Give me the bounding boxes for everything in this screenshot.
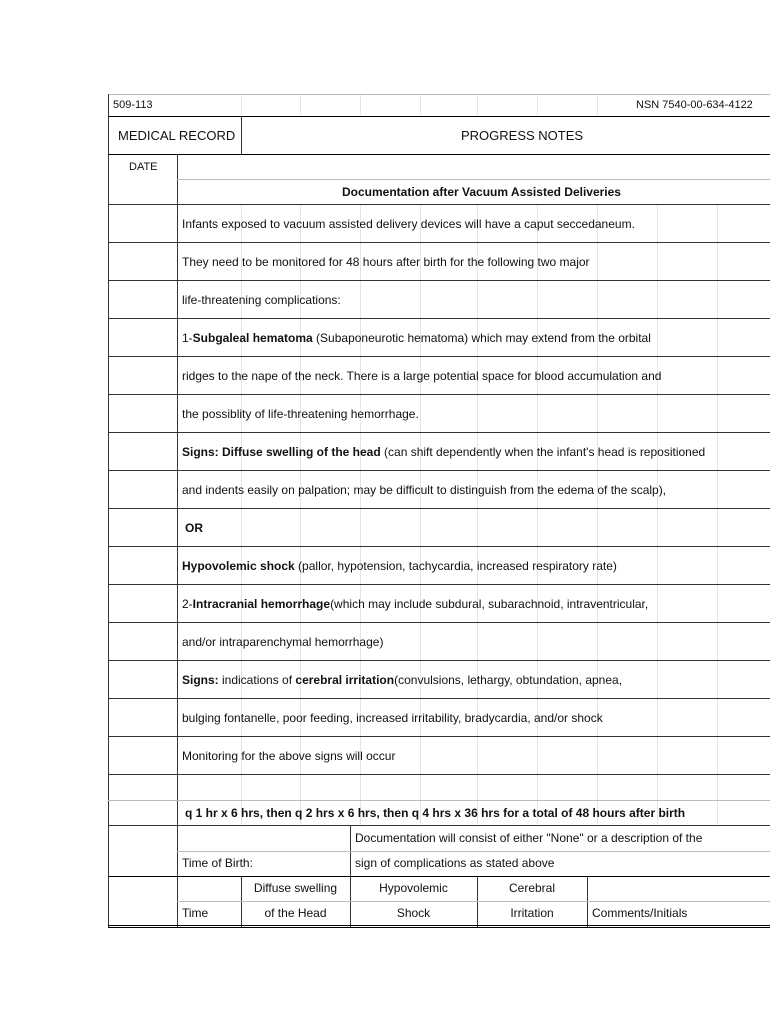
medical-record-label: MEDICAL RECORD — [118, 128, 236, 143]
documentation-note-1: Documentation will consist of either "None" or a description of the — [355, 831, 703, 845]
note-line-5: ridges to the nape of the neck. There is a large potential space for blood accumulation and — [182, 369, 662, 383]
col-hypo-line1: Hypovolemic — [379, 881, 448, 895]
note-line-6: the possiblity of life-threatening hemorrhage. — [182, 407, 419, 421]
note-line-10: Hypovolemic shock (pallor, hypotension, tachycardia, increased respiratory rate) — [182, 559, 617, 573]
note-line-or: OR — [185, 521, 203, 535]
form-number: 509-113 — [113, 99, 153, 111]
col-diffuse-line2: of the Head — [264, 906, 327, 920]
col-time: Time — [182, 906, 209, 920]
note-line-13: Signs: indications of cerebral irritation(convulsions, lethargy, obtundation, apnea, — [182, 673, 623, 687]
note-line-4: 1-Subgaleal hematoma (Subaponeurotic hematoma) which may extend from the orbital — [182, 331, 651, 345]
documentation-note-2: sign of complications as stated above — [355, 856, 555, 870]
note-line-12: and/or intraparenchymal hemorrhage) — [182, 635, 384, 649]
note-line-1: Infants exposed to vacuum assisted delivery devices will have a caput seccedaneum. — [182, 217, 635, 231]
note-line-3: life-threatening complications: — [182, 293, 341, 307]
note-line-15: Monitoring for the above signs will occur — [182, 749, 396, 763]
time-of-birth-label: Time of Birth: — [182, 856, 253, 870]
progress-notes-label: PROGRESS NOTES — [461, 128, 584, 143]
note-line-14: bulging fontanelle, poor feeding, increased irritability, bradycardia, and/or shock — [182, 711, 603, 725]
col-cerebral-line1: Cerebral — [508, 881, 556, 895]
nsn-number: NSN 7540-00-634-4122 — [636, 99, 753, 111]
note-line-8: and indents easily on palpation; may be difficult to distinguish from the edema of the scalp), — [182, 483, 667, 497]
note-line-7: Signs: Diffuse swelling of the head (can shift dependently when the infant's head is repositioned — [182, 445, 706, 459]
note-line-11: 2-Intracranial hemorrhage(which may include subdural, subarachnoid, intraventricular, — [182, 597, 649, 611]
col-diffuse-line1: Diffuse swelling — [253, 881, 338, 895]
document-title: Documentation after Vacuum Assisted Deliveries — [342, 185, 621, 199]
note-line-2: They need to be monitored for 48 hours after birth for the following two major — [182, 255, 590, 269]
date-label: DATE — [129, 161, 158, 173]
col-comments: Comments/Initials — [592, 906, 688, 920]
col-hypo-line2: Shock — [396, 906, 431, 920]
monitoring-schedule: q 1 hr x 6 hrs, then q 2 hrs x 6 hrs, then q 4 hrs x 36 hrs for a total of 48 hours after birth — [185, 806, 686, 820]
col-cerebral-line2: Irritation — [510, 906, 554, 920]
